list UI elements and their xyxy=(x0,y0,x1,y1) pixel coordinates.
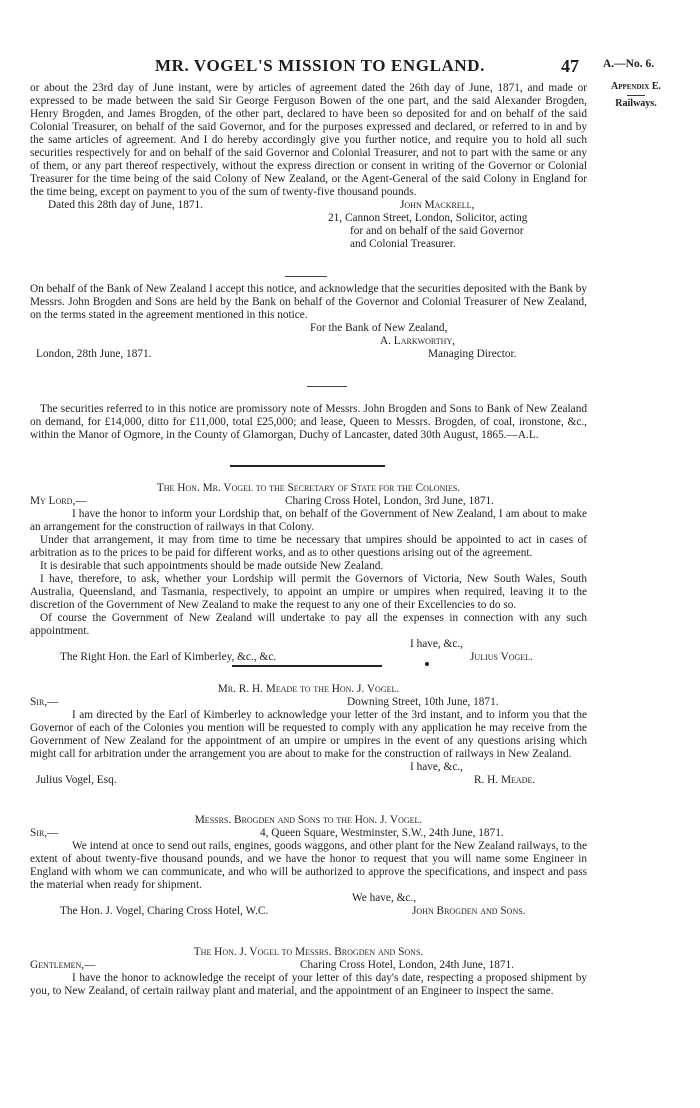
letter-closing: We have, &c., xyxy=(352,892,417,904)
letter-signature: R. H. Meade. xyxy=(474,774,536,786)
ornament xyxy=(425,662,429,666)
letter-salutation: Gentlemen,— xyxy=(30,959,96,971)
margin-note xyxy=(596,80,676,111)
letter-addressee: The Right Hon. the Earl of Kimberley, &c., &c. xyxy=(60,651,277,663)
letter-body: We intend at once to send out rails, engines, goods waggons, and other plant for the New Zealand railways, to the extent of about twenty-five thousand pounds, and we have the honor to request that you will name some Engineer in England with whom we can communicate, and who will be authorized to approve the specifications, and inspect and pass the material when ready for shipment. xyxy=(30,840,587,891)
notice-address xyxy=(30,212,587,251)
securities-note-section xyxy=(30,403,587,442)
letter-vogel-to-brogden xyxy=(30,946,587,998)
bank-ack-body: On behalf of the Bank of New Zealand I accept this notice, and acknowledge that the securities deposited with the Bank by Messrs. John Brogden and Sons are held by the Bank on behalf of the Governor and Colonial Treasurer of New Zealand, on the terms stated in the agreement mentioned in this notice. xyxy=(30,283,587,321)
letter-address: Charing Cross Hotel, London, 3rd June, 1871. xyxy=(285,495,494,507)
notice-address-line: and Colonial Treasurer. xyxy=(350,238,456,250)
notice-body: or about the 23rd day of June instant, were by articles of agreement dated the 26th day of June, 1871, and made or expressed to be made between the said Sir George Ferguson Bowen of the one part, and the said Alexander Brogden, Henry Brogden, and James Brogden, of the other part, declared to have been so deposited for and on behalf of the said Colonial Treasurer, on behalf of the said Governor, and for the purposes expressed and declared, or referred to in and by the same articles of agreement. And I do hereby accordingly give you further notice, and require you to hold all such securities respectively for and on behalf of the said Governor and Colonial Treasurer, and not to part with the same or any of them, or any part thereof respectively, without the express direction or consent in writing of the Governor or Colonial Treasurer for the time being of the said Colony of New Zealand, or the Agent-General of the said Colony in England for the time being, except on payment to you of the sum of twenty-five thousand pounds. xyxy=(30,82,587,198)
letter-heading: The Hon. J. Vogel to Messrs. Brogden and Sons. xyxy=(193,946,424,958)
page-number: 47 xyxy=(561,56,579,76)
letter-heading: Mr. R. H. Meade to the Hon. J. Vogel. xyxy=(217,683,400,695)
securities-note: The securities referred to in this notice are promissory note of Messrs. John Brogden and Sons to Bank of New Zealand on demand, for £14,000, ditto for £11,000, total £25,000; and lease, Queen to Messrs. Brogden, of coal, ironstone, &c., within the Manor of Ogmore, in the County of Glamorgan, Duchy of Lancaster, dated 30th August, 1865.—A.L. xyxy=(30,403,587,441)
letter-paragraph: I have, therefore, to ask, whether your Lordship will permit the Governors of Victoria, New South Wales, South Australia, Queensland, and Tasmania, respectively, to appoint an umpire or umpires when required, leaving it to the discretion of the Government of New Zealand to make the request to any one of their Excellencies to do so. xyxy=(30,573,587,611)
notice-signer: John Mackrell, xyxy=(400,199,475,211)
section-divider xyxy=(307,386,347,387)
letter-heading: The Hon. Mr. Vogel to the Secretary of State for the Colonies. xyxy=(156,482,461,494)
margin-divider xyxy=(627,95,645,96)
letter-brogden-to-vogel xyxy=(30,814,587,918)
letter-addressee: Julius Vogel, Esq. xyxy=(36,774,117,786)
letter-divider xyxy=(230,465,385,467)
letter-paragraph: Of course the Government of New Zealand will undertake to pay all the expenses in connection with any such appointment. xyxy=(30,612,587,637)
letter-body: I am directed by the Earl of Kimberley to acknowledge your letter of the 3rd instant, and to inform you that the Governor of each of the Colonies you mention will be requested to comply with any application he may receive from the Government of New Zealand for the appointment of an umpire or umpires in the event of any questions arising which might call for arbitration under the arrangement you are about to make for the construction of railways in New Zealand. xyxy=(30,709,587,760)
letter-closing: I have, &c., xyxy=(410,638,464,650)
letter-addressee: The Hon. J. Vogel, Charing Cross Hotel, W.C. xyxy=(60,905,269,917)
letter-paragraph: Under that arrangement, it may from time to time be necessary that umpires should be appointed to act in cases of arbitration as to the prices to be paid for different works, and as to other questions arising out of the agreement. xyxy=(30,534,587,559)
letter-salutation: Sir,— xyxy=(30,827,59,839)
letter-address: Downing Street, 10th June, 1871. xyxy=(347,696,499,708)
page-title: MR. VOGEL'S MISSION TO ENGLAND. xyxy=(155,56,485,75)
bank-signer-title: Managing Director. xyxy=(428,348,517,360)
bank-acknowledgement xyxy=(30,283,587,361)
letter-address: Charing Cross Hotel, London, 24th June, 1871. xyxy=(300,959,515,971)
letter-meade-to-vogel xyxy=(30,683,587,787)
letter-signature: Julius Vogel. xyxy=(470,651,533,663)
letter-paragraph: It is desirable that such appointments should be made outside New Zealand. xyxy=(40,560,384,572)
letter-body: I have the honor to acknowledge the receipt of your letter of this day's date, respecting a proposed shipment by you, to New Zealand, of certain railway plant and material, and the appointment of an Engineer to inspect the same. xyxy=(30,972,587,997)
notice-section xyxy=(30,82,587,251)
bank-signer: A. Larkworthy, xyxy=(380,335,456,347)
letter-closing: I have, &c., xyxy=(410,761,464,773)
notice-address-line: 21, Cannon Street, London, Solicitor, acting xyxy=(328,212,528,224)
section-divider xyxy=(285,276,327,277)
notice-address-line: for and on behalf of the said Governor xyxy=(350,225,524,237)
letter-heading: Messrs. Brogden and Sons to the Hon. J. Vogel. xyxy=(194,814,423,826)
notice-dated: Dated this 28th day of June, 1871. xyxy=(48,199,203,211)
bank-place-date: London, 28th June, 1871. xyxy=(36,348,152,360)
letter-divider xyxy=(232,665,382,667)
letter-address: 4, Queen Square, Westminster, S.W., 24th June, 1871. xyxy=(260,827,504,839)
letter-salutation: Sir,— xyxy=(30,696,59,708)
margin-section: Railways. xyxy=(615,98,657,109)
letter-paragraph: I have the honor to inform your Lordship that, on behalf of the Government of New Zealand, I am about to make an arrangement for the construction of railways in that Colony. xyxy=(30,508,587,533)
letter-vogel-to-secretary xyxy=(30,482,587,664)
margin-appendix: Appendix E. xyxy=(610,81,661,92)
letter-signature: John Brogden and Sons. xyxy=(412,905,526,917)
document-reference: A.—No. 6. xyxy=(603,58,655,70)
letter-salutation: My Lord,— xyxy=(30,495,87,507)
bank-for-line: For the Bank of New Zealand, xyxy=(310,322,448,334)
